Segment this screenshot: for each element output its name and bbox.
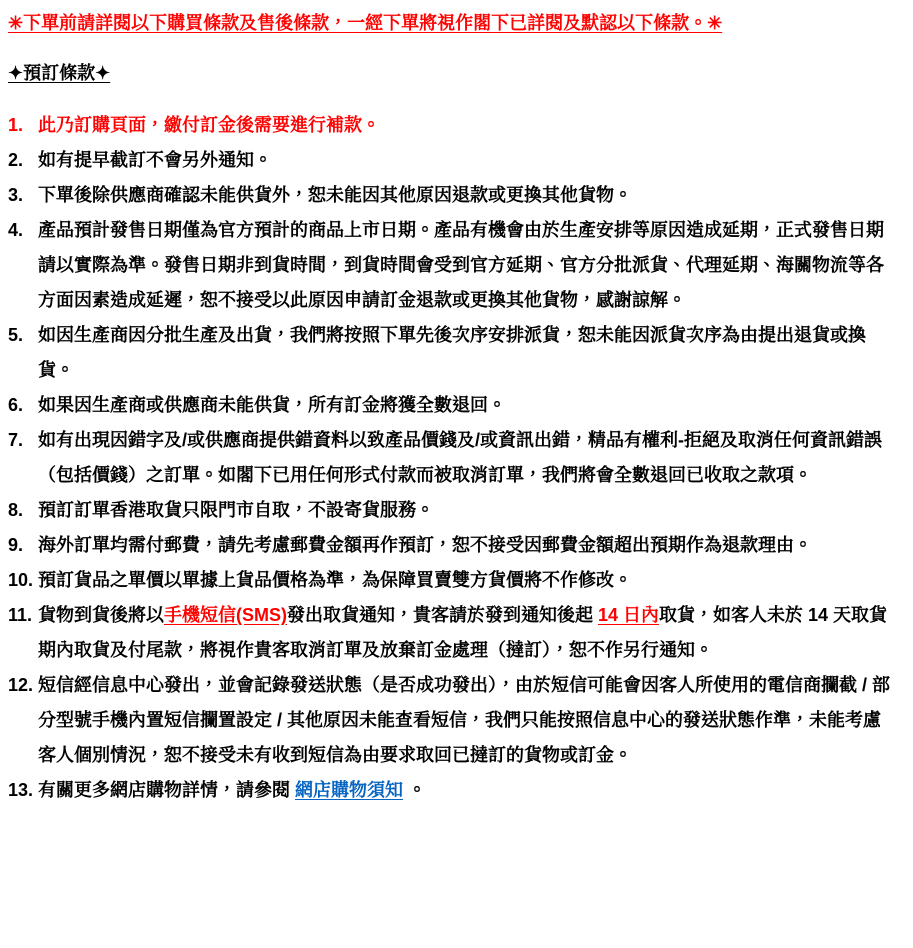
- term-item-2: [8, 143, 897, 178]
- term-number: 11.: [8, 605, 33, 625]
- term-segment: 如果因生產商或供應商未能供貨，所有訂金將獲全數退回。: [38, 395, 506, 415]
- term-number: 3.: [8, 185, 24, 205]
- term-item-12: [8, 668, 897, 773]
- term-text: [38, 178, 897, 213]
- term-item-3: [8, 178, 897, 213]
- term-item-9: [8, 528, 897, 563]
- term-item-8: [8, 493, 897, 528]
- term-segment: 有關更多網店購物詳情，請參閱: [38, 780, 295, 800]
- term-segment: 如有提早截訂不會另外通知。: [38, 150, 272, 170]
- term-item-11: [8, 598, 897, 668]
- term-text: [38, 563, 897, 598]
- shop-guide-link[interactable]: 網店購物須知: [295, 780, 403, 800]
- term-text: [38, 143, 897, 178]
- term-number: 9.: [8, 535, 24, 555]
- term-number: 5.: [8, 325, 24, 345]
- term-segment: 貨物到貨後將以: [38, 605, 164, 625]
- highlighted-term-text: 14 日內: [598, 605, 660, 625]
- term-number: 1.: [8, 115, 24, 135]
- term-item-10: [8, 563, 897, 598]
- term-number: 6.: [8, 395, 24, 415]
- term-text: [38, 388, 897, 423]
- term-text: [38, 773, 897, 808]
- term-segment: 短信經信息中心發出，並會記錄發送狀態（是否成功發出），由於短信可能會因客人所使用的電信商攔截 / 部分型號手機內置短信攔置設定 / 其他原因未能查看短信，我們只能按照信息中心的發送狀態作準，未能考慮客人個別情況，恕不接受未有收到短信為由要求取回已撻訂的貨物或訂金。: [38, 675, 890, 765]
- term-segment: 。: [403, 780, 427, 800]
- term-number: 13.: [8, 780, 34, 800]
- term-item-5: [8, 318, 897, 388]
- term-number: 2.: [8, 150, 24, 170]
- term-text: [38, 213, 897, 318]
- term-number: 12.: [8, 675, 34, 695]
- terms-list: [8, 108, 897, 808]
- term-segment: 海外訂單均需付郵費，請先考慮郵費金額再作預訂，恕不接受因郵費金額超出預期作為退款理由。: [38, 535, 812, 555]
- term-item-7: [8, 423, 897, 493]
- highlighted-term-text: 手機短信(SMS): [164, 605, 287, 625]
- term-text: [38, 528, 897, 563]
- term-text: [38, 318, 897, 388]
- term-segment: 預訂貨品之單價以單據上貨品價格為準，為保障買賣雙方貨價將不作修改。: [38, 570, 632, 590]
- term-text: [38, 668, 897, 773]
- term-segment: 下單後除供應商確認未能供貨外，恕未能因其他原因退款或更換其他貨物。: [38, 185, 632, 205]
- term-item-6: [8, 388, 897, 423]
- term-text: [38, 423, 897, 493]
- term-number: 7.: [8, 430, 24, 450]
- pre-order-warning-notice: ✳下單前請詳閱以下購買條款及售後條款，一經下單將視作閣下已詳閱及默認以下條款。✳: [8, 13, 723, 33]
- term-text: [38, 108, 897, 143]
- term-text: [38, 598, 897, 668]
- term-segment: 如因生產商因分批生產及出貨，我們將按照下單先後次序安排派貨，恕未能因派貨次序為由提出退貨或換貨。: [38, 325, 866, 380]
- term-text: [38, 493, 897, 528]
- term-number: 8.: [8, 500, 24, 520]
- term-item-1: [8, 108, 897, 143]
- term-segment: 產品預計發售日期僅為官方預計的商品上市日期。產品有機會由於生產安排等原因造成延期，正式發售日期請以實際為準。發售日期非到貨時間，到貨時間會受到官方延期、官方分批派貨、代理延期、海關物流等各方面因素造成延遲，恕不接受以此原因申請訂金退款或更換其他貨物，感謝諒解。: [38, 220, 884, 310]
- term-segment: 取貨，如客人未於 14 天取貨期內取貨及付尾款，將視作貴客取消訂單及放棄訂金處理（撻訂），恕不作另行通知。: [38, 605, 888, 660]
- term-number: 10.: [8, 570, 34, 590]
- section-title-booking-terms: ✦預訂條款✦: [8, 63, 111, 83]
- term-segment: 如有出現因錯字及/或供應商提供錯資料以致產品價錢及/或資訊出錯，精品有權利-拒絕及取消任何資訊錯誤（包括價錢）之訂單。如閣下已用任何形式付款而被取消訂單，我們將會全數退回已收取之款項。: [38, 430, 882, 485]
- term-item-4: [8, 213, 897, 318]
- term-number: 4.: [8, 220, 24, 240]
- term-segment: 預訂訂單香港取貨只限門市自取，不設寄貨服務。: [38, 500, 434, 520]
- term-segment: 此乃訂購頁面，繳付訂金後需要進行補款。: [38, 115, 380, 135]
- term-segment: 發出取貨通知，貴客請於發到通知後起: [287, 605, 598, 625]
- term-item-13: [8, 773, 897, 808]
